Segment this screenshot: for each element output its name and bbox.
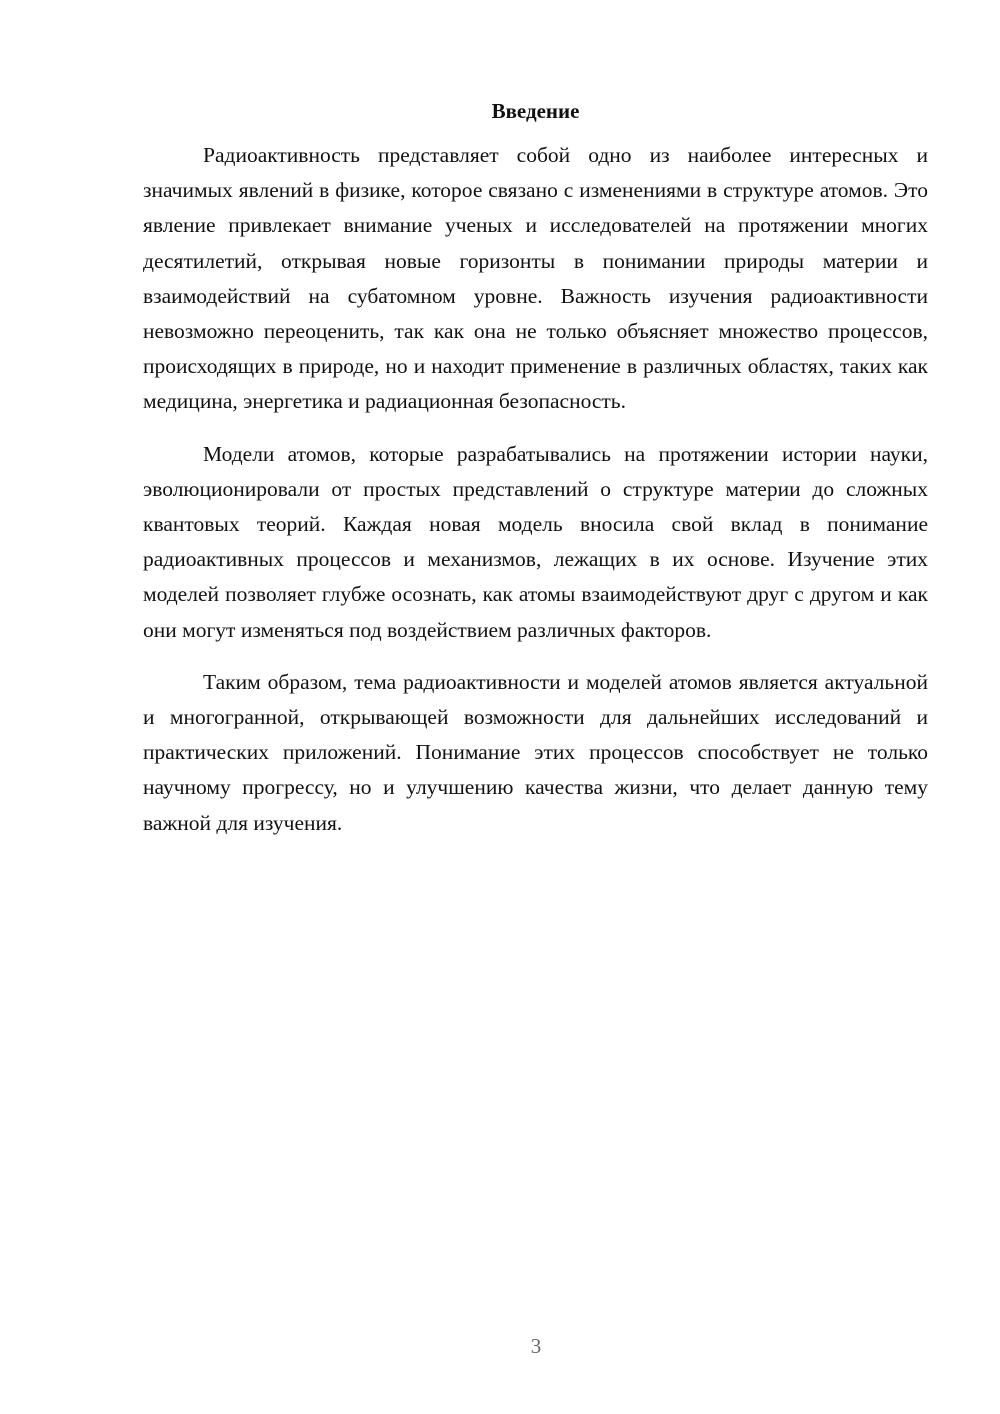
paragraph-1: Радиоактивность представляет собой одно из наиболее интересных и значимых явлений в физике, которое связано с изменениями в структуре атомов. Это явление привлекает внимание ученых и исследователей на протяжении многих десятилетий, открывая новые горизонты в понимании природы материи и взаимодействий на субатомном уровне. Важность изучения радиоактивности невозможно переоценить, так как она не только объясняет множество процессов, происходящих в природе, но и находит применение в различных областях, таких как медицина, энергетика и радиационная безопасность. (143, 143, 928, 414)
page-number: 3 (530, 1334, 542, 1358)
paragraph-2: Модели атомов, которые разрабатывались на протяжении истории науки, эволюционировали от простых представлений о структуре материи до сложных квантовых теорий. Каждая новая модель вносила свой вклад в понимание радиоактивных процессов и механизмов, лежащих в их основе. Изучение этих моделей позволяет глубже осознать, как атомы взаимодействуют друг с другом и как они могут изменяться под воздействием различных факторов. (143, 441, 928, 642)
section-title: Введение (491, 99, 580, 123)
paragraph-3: Таким образом, тема радиоактивности и моделей атомов является актуальной и многогранной, открывающей возможности для дальнейших исследований и практических приложений. Понимание этих процессов способствует не только научному прогрессу, но и улучшению качества жизни, что делает данную тему важной для изучения. (143, 669, 928, 835)
page-content (143, 96, 928, 858)
